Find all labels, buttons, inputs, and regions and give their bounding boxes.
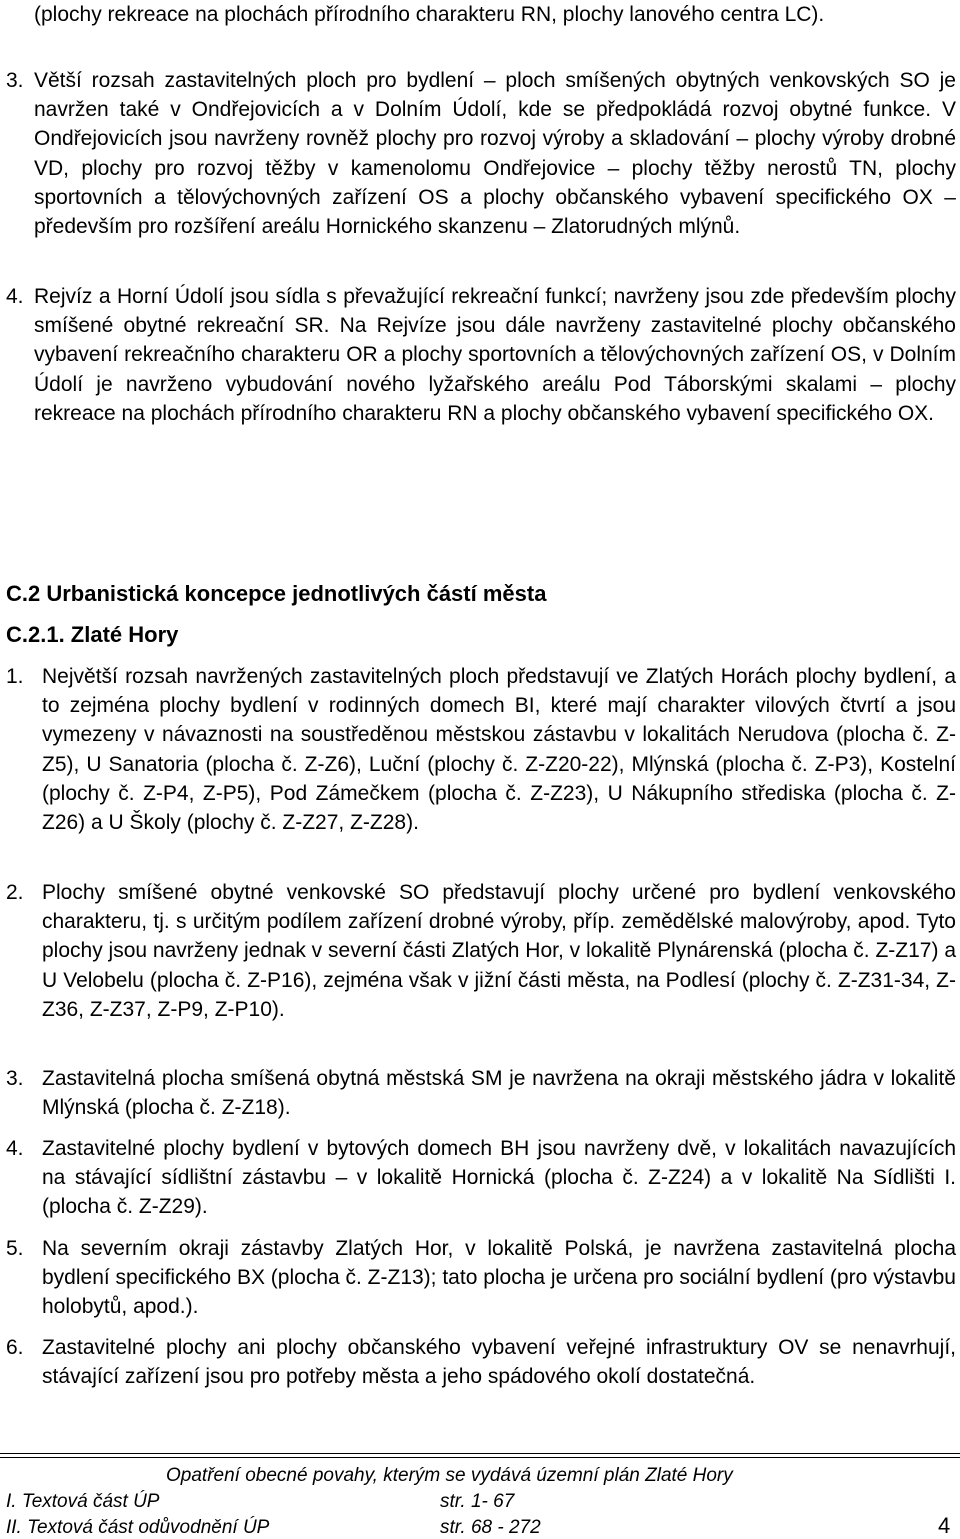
item-text: Na severním okraji zástavby Zlatých Hor, v lokalitě Polská, je navržena zastavitelná plocha bydlení specifického BX (plocha č. Z-Z13); tato plocha je určena pro sociální bydlení (pro výstavbu holobytů, apod.). xyxy=(42,1237,956,1319)
item-text: Plochy smíšené obytné venkovské SO představují plochy určené pro bydlení venkovského charakteru, tj. s určitým podílem zařízení drobné výroby, příp. zemědělské malovýroby, apod. Tyto plochy jsou navrženy jednak v severní části Zlatých Hor, v lokalitě Plynárenská (plocha č. Z-Z17) a U Velobelu (plocha č. Z-P16), zejména však v jižní části města, na Podlesí (plochy č. Z-Z31-34, Z-Z36, Z-Z37, Z-P9, Z-P10). xyxy=(42,881,956,1021)
item-text: Zastavitelné plochy bydlení v bytových domech BH jsou navrženy dvě, v lokalitách navazujících na stávající sídlištní zástavbu – v lokalitě Hornická (plocha č. Z-Z24) a v lokalitě Na Sídlišti I. (plocha č. Z-Z29). xyxy=(42,1137,956,1219)
list-item xyxy=(6,662,956,837)
footer-part-1: I. Textová část ÚP xyxy=(6,1491,160,1512)
list-item xyxy=(6,878,956,1024)
footer-title: Opatření obecné povahy, kterým se vydává územní plán Zlaté Hory xyxy=(166,1465,733,1486)
list-item xyxy=(6,1234,956,1322)
intro-item-4 xyxy=(6,282,956,428)
item-text: Rejvíz a Horní Údolí jsou sídla s převažující rekreační funkcí; navrženy jsou zde především plochy smíšené obytné rekreační SR. Na Rejvíze jsou dále navrženy zastavitelné plochy občanského vybavení rekreačního charakteru OR a plochy sportovních a tělovýchovných zařízení OS, v Dolním Údolí je navrženo vybudování nového lyžařského areálu Pod Táborskými skalami – plochy rekreace na plochách přírodního charakteru RN a plochy občanského vybavení specifického OX. xyxy=(34,285,956,425)
item-number: 6. xyxy=(6,1336,24,1359)
continuation-text: (plochy rekreace na plochách přírodního charakteru RN, plochy lanového centra LC). xyxy=(34,3,825,26)
item-text: Zastavitelné plochy ani plochy občanského vybavení veřejné infrastruktury OV se nenavrhují, stávající zařízení jsou pro potřeby města a jeho spádového okolí dostatečná. xyxy=(42,1336,956,1389)
footer-part-2: II. Textová část odůvodnění ÚP xyxy=(6,1517,270,1538)
footer-part-1-pages: str. 1- 67 xyxy=(440,1491,515,1512)
list-item xyxy=(6,1333,956,1391)
item-number: 2. xyxy=(6,881,24,904)
item-number: 3. xyxy=(6,1067,24,1090)
list-item xyxy=(6,1064,956,1122)
item-number: 4. xyxy=(6,1137,24,1160)
intro-item-3 xyxy=(6,66,956,241)
list-item xyxy=(6,1134,956,1222)
footer-rule xyxy=(0,1453,960,1454)
page-number: 4 xyxy=(938,1513,951,1538)
item-number: 5. xyxy=(6,1237,24,1260)
footer-rule-inner xyxy=(0,1457,960,1458)
section-heading: C.2 Urbanistická koncepce jednotlivých částí města xyxy=(6,581,547,606)
item-text: Největší rozsah navržených zastavitelných ploch představují ve Zlatých Horách plochy bydlení, a to zejména plochy bydlení v rodinných domech BI, které mají charakter vilových čtvrtí a jsou vymezeny v návaznosti na soustředěnou městskou zástavbu v lokalitách Nerudova (plocha č. Z-Z5), U Sanatoria (plocha č. Z-Z6), Luční (plochy č. Z-Z20-22), Mlýnská (plocha č. Z-P3), Kostelní (plochy č. Z-P4, Z-P5), Pod Zámečkem (plocha č. Z-Z23), U Nákupního střediska (plocha č. Z-Z26) a U Školy (plochy č. Z-Z27, Z-Z28). xyxy=(42,665,956,835)
item-number: 3. xyxy=(6,69,24,92)
item-text: Zastavitelná plocha smíšená obytná městská SM je navržena na okraji městského jádra v lokalitě Mlýnská (plocha č. Z-Z18). xyxy=(42,1067,956,1120)
footer-part-2-pages: str. 68 - 272 xyxy=(440,1517,541,1538)
item-number: 1. xyxy=(6,665,24,688)
item-text: Větší rozsah zastavitelných ploch pro bydlení – ploch smíšených obytných venkovských SO je navržen také v Ondřejovicích a v Dolním Údolí, kde se předpokládá rozvoj obytné funkce. V Ondřejovicích jsou navrženy rovněž plochy pro rozvoj výroby a skladování – plochy výroby drobné VD, plochy pro rozvoj těžby v kamenolomu Ondřejovice – plochy těžby nerostů TN, plochy sportovních a tělovýchovných zařízení OS a plochy občanského vybavení specifického OX – především pro rozšíření areálu Hornického skanzenu – Zlatorudných mlýnů. xyxy=(34,69,956,239)
section-subheading: C.2.1. Zlaté Hory xyxy=(6,622,179,647)
item-number: 4. xyxy=(6,285,24,308)
